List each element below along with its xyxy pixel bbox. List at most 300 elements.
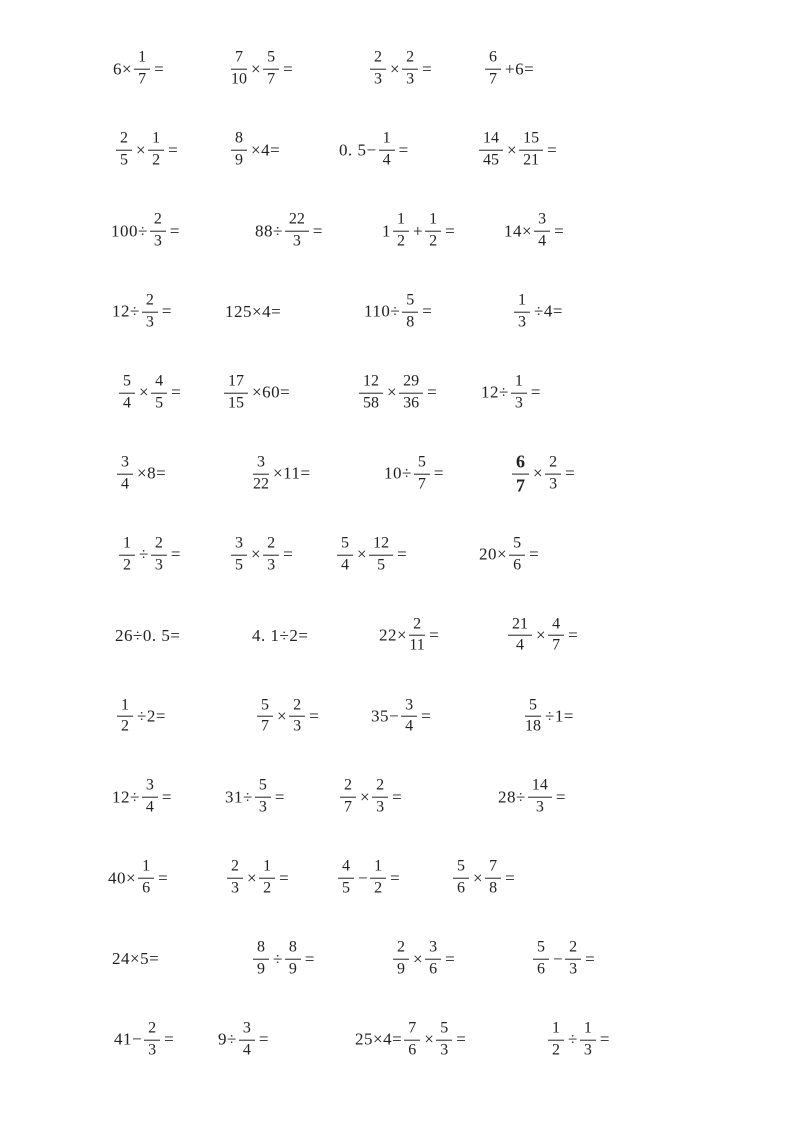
math-text: × xyxy=(536,625,547,645)
math-text: × xyxy=(139,383,150,402)
math-text: × xyxy=(390,59,401,79)
math-problem xyxy=(115,626,180,646)
denominator: 3 xyxy=(376,798,385,816)
math-text: = xyxy=(429,625,440,645)
math-text: 88÷ xyxy=(255,221,283,241)
math-problem xyxy=(252,626,308,646)
fraction xyxy=(144,1021,160,1060)
denominator: 6 xyxy=(513,556,522,574)
numerator: 2 xyxy=(372,778,388,798)
denominator: 3 xyxy=(440,1041,449,1059)
fraction xyxy=(253,455,269,494)
fraction xyxy=(151,374,167,413)
numerator: 2 xyxy=(150,212,166,232)
denominator: 2 xyxy=(552,1041,560,1059)
math-problem xyxy=(357,374,437,413)
math-text: = xyxy=(530,383,541,402)
denominator: 45 xyxy=(483,151,499,169)
denominator: 3 xyxy=(145,313,154,331)
worksheet-row xyxy=(0,29,793,110)
denominator: 5 xyxy=(377,556,386,574)
math-text: 12÷ xyxy=(112,302,140,322)
fraction xyxy=(425,940,441,979)
math-text: = xyxy=(599,1030,610,1050)
math-text: 125×4= xyxy=(225,302,282,322)
denominator: 5 xyxy=(342,879,350,897)
denominator: 4 xyxy=(121,475,129,493)
math-problem xyxy=(391,940,455,979)
fraction xyxy=(508,616,532,655)
numerator: 1 xyxy=(148,131,164,151)
fraction xyxy=(370,859,386,898)
denominator: 9 xyxy=(257,960,265,978)
denominator: 4 xyxy=(405,718,414,736)
denominator: 2 xyxy=(121,718,129,736)
fraction xyxy=(533,940,549,979)
denominator: 7 xyxy=(344,798,352,816)
math-text: × xyxy=(360,787,371,807)
math-text: 26÷0. 5= xyxy=(115,625,181,645)
denominator: 8 xyxy=(489,879,498,897)
numerator: 21 xyxy=(508,616,532,636)
numerator: 6 xyxy=(485,50,501,70)
numerator: 4 xyxy=(338,859,354,879)
numerator: 2 xyxy=(227,859,243,879)
math-problem xyxy=(504,212,564,251)
denominator: 4 xyxy=(516,637,524,655)
denominator: 6 xyxy=(142,879,151,897)
numerator: 5 xyxy=(533,940,549,960)
math-problem xyxy=(523,697,574,736)
fraction xyxy=(224,374,248,413)
math-problem xyxy=(108,859,168,898)
math-text: × xyxy=(357,544,368,564)
fraction xyxy=(117,697,133,736)
fraction xyxy=(393,940,409,979)
math-problem xyxy=(512,293,563,332)
math-problem xyxy=(251,940,315,979)
denominator: 3 xyxy=(583,1041,592,1059)
denominator: 7 xyxy=(138,70,147,88)
numerator: 8 xyxy=(231,131,247,151)
numerator: 14 xyxy=(479,131,503,151)
denominator: 6 xyxy=(537,960,545,978)
fraction xyxy=(370,50,386,89)
numerator: 5 xyxy=(436,1021,452,1041)
numerator: 7 xyxy=(231,50,247,70)
math-problem xyxy=(117,535,181,574)
math-problem xyxy=(531,940,595,979)
denominator: 2 xyxy=(263,879,272,897)
numerator: 5 xyxy=(525,697,541,717)
worksheet-row xyxy=(0,110,793,191)
math-problem xyxy=(117,374,181,413)
numerator: 2 xyxy=(370,50,386,70)
numerator: 1 xyxy=(259,859,275,879)
numerator: 3 xyxy=(425,940,441,960)
numerator: 1 xyxy=(138,859,154,879)
fraction xyxy=(436,1021,452,1060)
math-text: × xyxy=(533,463,544,483)
numerator: 2 xyxy=(393,940,409,960)
fraction xyxy=(401,697,417,736)
worksheet-row xyxy=(0,514,793,595)
fraction xyxy=(402,293,418,332)
math-text: 110÷ xyxy=(364,302,401,322)
denominator: 3 xyxy=(374,70,382,88)
math-text: 0. 5− xyxy=(339,140,377,160)
worksheet-row xyxy=(0,1000,793,1081)
numerator: 5 xyxy=(255,778,271,798)
fraction xyxy=(340,778,356,817)
denominator: 3 xyxy=(518,313,526,331)
fraction xyxy=(338,859,354,898)
fraction xyxy=(148,131,164,170)
fraction xyxy=(414,455,430,494)
math-text: = xyxy=(158,868,169,888)
math-problem xyxy=(506,616,578,655)
math-text: ÷4= xyxy=(534,302,563,322)
denominator: 2 xyxy=(374,879,383,897)
fraction xyxy=(372,778,388,817)
fraction xyxy=(263,50,279,89)
numerator: 3 xyxy=(239,1021,255,1041)
numerator: 1 xyxy=(393,212,409,232)
denominator: 6 xyxy=(457,879,465,897)
numerator: 17 xyxy=(224,374,248,394)
fraction xyxy=(534,212,550,251)
math-text: 1 xyxy=(382,221,391,241)
fraction xyxy=(231,50,247,89)
math-text: × xyxy=(136,140,147,160)
math-problem xyxy=(481,374,541,413)
math-text: × xyxy=(251,544,262,564)
fraction xyxy=(511,374,527,413)
numerator: 15 xyxy=(519,131,543,151)
denominator: 3 xyxy=(549,475,558,493)
math-problem xyxy=(338,778,402,817)
math-problem xyxy=(355,1021,466,1060)
math-text: ÷1= xyxy=(545,706,574,726)
fraction xyxy=(253,940,269,979)
numerator: 5 xyxy=(402,293,418,313)
denominator: 3 xyxy=(569,960,578,978)
math-problem xyxy=(255,697,319,736)
numerator: 1 xyxy=(425,212,441,232)
denominator: 36 xyxy=(403,394,420,412)
math-text: 4. 1÷2= xyxy=(252,625,309,645)
math-problem xyxy=(229,131,280,170)
math-text: × xyxy=(387,383,398,402)
math-text: × xyxy=(413,949,424,969)
math-text: = xyxy=(433,463,444,483)
math-text: = xyxy=(171,383,182,402)
numerator: 6 xyxy=(512,453,529,475)
fraction xyxy=(134,50,150,89)
fraction xyxy=(479,131,503,170)
math-text: = xyxy=(283,544,294,564)
math-problem xyxy=(251,455,311,494)
fraction xyxy=(379,131,395,170)
numerator: 1 xyxy=(379,131,395,151)
worksheet-row xyxy=(0,191,793,272)
numerator: 7 xyxy=(404,1021,420,1041)
math-text: = xyxy=(170,544,181,564)
math-problem xyxy=(498,778,566,817)
fraction xyxy=(119,535,135,574)
math-text: 24×5= xyxy=(112,949,160,969)
numerator: 2 xyxy=(545,455,561,475)
math-problem xyxy=(115,697,166,736)
math-problem xyxy=(368,50,432,89)
math-text: = xyxy=(309,706,320,726)
numerator: 22 xyxy=(285,212,309,232)
fraction xyxy=(402,50,418,89)
denominator: 7 xyxy=(516,475,525,496)
denominator: 21 xyxy=(523,151,540,169)
denominator: 4 xyxy=(242,1041,251,1059)
math-text: = xyxy=(422,59,433,79)
math-problem xyxy=(218,1021,269,1060)
denominator: 3 xyxy=(154,556,163,574)
fraction xyxy=(263,535,279,574)
math-text: ×4= xyxy=(251,140,281,160)
numerator: 5 xyxy=(263,50,279,70)
math-text: = xyxy=(568,625,579,645)
math-text: 41− xyxy=(114,1030,143,1050)
numerator: 2 xyxy=(289,697,305,717)
math-problem xyxy=(255,212,323,251)
denominator: 5 xyxy=(235,556,243,574)
math-problem xyxy=(225,859,289,898)
denominator: 3 xyxy=(148,1041,157,1059)
denominator: 6 xyxy=(429,960,438,978)
fraction xyxy=(117,455,133,494)
math-problem xyxy=(111,212,180,251)
math-text: 9÷ xyxy=(218,1030,237,1050)
math-text: = xyxy=(169,221,180,241)
fraction xyxy=(285,212,309,251)
math-text: = xyxy=(390,868,401,888)
denominator: 4 xyxy=(145,798,154,816)
denominator: 18 xyxy=(525,718,541,736)
numerator: 1 xyxy=(117,697,133,717)
numerator: 5 xyxy=(257,697,273,717)
fraction xyxy=(119,374,135,413)
math-problem xyxy=(112,293,172,332)
denominator: 22 xyxy=(253,475,269,493)
math-text: = xyxy=(398,140,409,160)
worksheet-row xyxy=(0,433,793,514)
math-text: 100÷ xyxy=(111,221,148,241)
numerator: 14 xyxy=(528,778,552,798)
math-problem xyxy=(112,778,172,817)
worksheet-row xyxy=(0,676,793,757)
fraction xyxy=(369,535,393,574)
math-text: = xyxy=(529,544,540,564)
math-text: = xyxy=(397,544,408,564)
denominator: 3 xyxy=(231,879,239,897)
numerator: 5 xyxy=(509,535,525,555)
denominator: 10 xyxy=(231,70,247,88)
denominator: 3 xyxy=(292,232,301,250)
numerator: 12 xyxy=(359,374,383,394)
math-text: ×60= xyxy=(252,383,291,402)
numerator: 1 xyxy=(119,535,135,555)
numerator: 29 xyxy=(399,374,423,394)
math-text: 28÷ xyxy=(498,787,526,807)
math-text: = xyxy=(445,221,456,241)
math-problem xyxy=(339,131,409,170)
math-text: = xyxy=(547,140,558,160)
denominator: 4 xyxy=(123,394,131,412)
fraction xyxy=(239,1021,255,1060)
denominator: 7 xyxy=(552,637,561,655)
fraction xyxy=(116,131,132,170)
denominator: 3 xyxy=(153,232,162,250)
numerator: 2 xyxy=(402,50,418,70)
math-text: 35− xyxy=(371,706,400,726)
numerator: 2 xyxy=(116,131,132,151)
math-text: = xyxy=(421,706,432,726)
numerator: 4 xyxy=(548,616,564,636)
numerator: 4 xyxy=(151,374,167,394)
math-text: = xyxy=(279,868,290,888)
denominator: 9 xyxy=(288,960,297,978)
math-text: = xyxy=(427,383,438,402)
math-problem xyxy=(384,455,444,494)
numerator: 5 xyxy=(453,859,469,879)
math-problem xyxy=(510,453,575,496)
fraction xyxy=(359,374,383,413)
fraction xyxy=(485,50,501,89)
numerator: 3 xyxy=(231,535,247,555)
fraction xyxy=(231,535,247,574)
numerator: 2 xyxy=(340,778,356,798)
numerator: 3 xyxy=(117,455,133,475)
math-text: = xyxy=(161,302,172,322)
math-text: 12÷ xyxy=(481,383,509,402)
math-text: = xyxy=(312,221,323,241)
worksheet-row xyxy=(0,919,793,1000)
denominator: 15 xyxy=(228,394,244,412)
denominator: 3 xyxy=(293,718,302,736)
numerator: 1 xyxy=(511,374,527,394)
denominator: 9 xyxy=(235,151,243,169)
math-problem xyxy=(379,616,439,655)
math-text: × xyxy=(251,59,262,79)
worksheet-row xyxy=(0,757,793,838)
fraction xyxy=(580,1021,596,1060)
fraction xyxy=(255,778,271,817)
fraction xyxy=(485,859,501,898)
denominator: 7 xyxy=(417,475,426,493)
numerator: 2 xyxy=(151,535,167,555)
denominator: 2 xyxy=(152,151,161,169)
fraction xyxy=(257,697,273,736)
fraction xyxy=(399,374,423,413)
math-text: = xyxy=(422,302,433,322)
math-text: = xyxy=(585,949,596,969)
math-text: ÷ xyxy=(139,544,149,564)
math-text: = xyxy=(168,140,179,160)
fraction xyxy=(565,940,581,979)
denominator: 4 xyxy=(382,151,391,169)
denominator: 5 xyxy=(155,394,164,412)
denominator: 3 xyxy=(267,556,276,574)
denominator: 3 xyxy=(535,798,544,816)
math-text: = xyxy=(565,463,576,483)
numerator: 1 xyxy=(514,293,530,313)
math-text: 12÷ xyxy=(112,787,140,807)
fraction xyxy=(289,697,305,736)
math-text: ×11= xyxy=(273,463,311,483)
math-problem xyxy=(113,50,164,89)
numerator: 5 xyxy=(414,455,430,475)
math-text: 6× xyxy=(113,59,133,79)
numerator: 3 xyxy=(253,455,269,475)
worksheet-row xyxy=(0,838,793,919)
fraction xyxy=(548,616,564,655)
math-problem xyxy=(479,535,539,574)
math-text: = xyxy=(555,787,566,807)
worksheet-row xyxy=(0,595,793,676)
math-text: ÷2= xyxy=(137,706,166,726)
math-text: + xyxy=(413,221,424,241)
numerator: 2 xyxy=(565,940,581,960)
fraction xyxy=(525,697,541,736)
math-problem xyxy=(114,1021,174,1060)
math-text: = xyxy=(445,949,456,969)
numerator: 2 xyxy=(144,1021,160,1041)
math-text: = xyxy=(554,221,565,241)
numerator: 1 xyxy=(580,1021,596,1041)
fraction xyxy=(231,131,247,170)
math-text: = xyxy=(164,1030,175,1050)
math-problem xyxy=(229,535,293,574)
denominator: 3 xyxy=(258,798,267,816)
math-text: 14× xyxy=(504,221,533,241)
fraction xyxy=(519,131,543,170)
math-problem xyxy=(451,859,515,898)
math-text: = xyxy=(392,787,403,807)
math-problem xyxy=(225,778,285,817)
math-problem xyxy=(364,293,432,332)
denominator: 4 xyxy=(341,556,349,574)
numerator: 5 xyxy=(119,374,135,394)
fraction xyxy=(453,859,469,898)
math-text: − xyxy=(358,868,369,888)
denominator: 3 xyxy=(406,70,415,88)
fraction xyxy=(509,535,525,574)
math-text: 10÷ xyxy=(384,463,412,483)
denominator: 7 xyxy=(489,70,497,88)
math-problem xyxy=(229,50,293,89)
fraction xyxy=(548,1021,564,1060)
math-problem xyxy=(477,131,557,170)
math-text: = xyxy=(258,1030,269,1050)
fraction xyxy=(393,212,409,251)
numerator: 5 xyxy=(337,535,353,555)
math-problem xyxy=(225,302,281,322)
math-problem xyxy=(483,50,534,89)
math-text: = xyxy=(456,1030,467,1050)
math-problem xyxy=(115,455,166,494)
denominator: 2 xyxy=(429,232,438,250)
denominator: 5 xyxy=(120,151,128,169)
math-text: ÷ xyxy=(273,949,283,969)
fraction xyxy=(142,778,158,817)
